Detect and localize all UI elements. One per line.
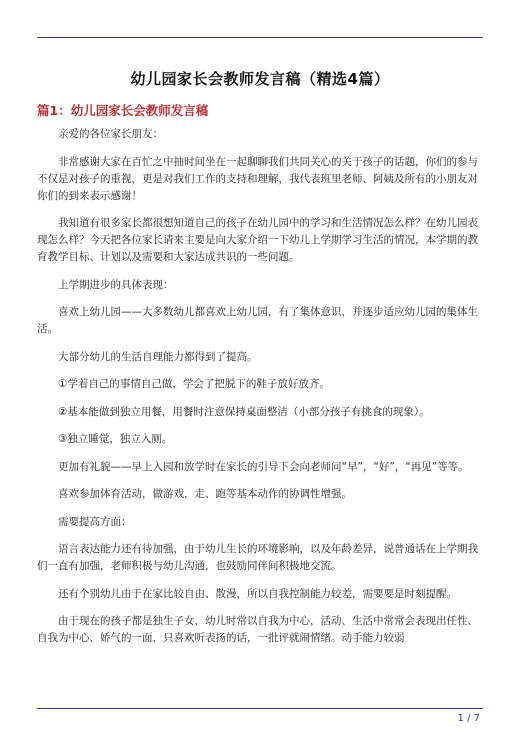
paragraph: 由于现在的孩子都是独生子女，幼儿时常以自我为中心，活动、生活中常常会表现出任性、自我为中心、娇气的一面，只喜欢听表扬的话，一批评就闹情绪。动手能力较弱 — [37, 615, 478, 644]
document-body — [37, 126, 483, 658]
paragraph: 亲爱的各位家长朋友： — [58, 128, 163, 140]
section-title: 篇1：幼儿园家长会教师发言稿 — [37, 103, 209, 118]
paragraph: 语言表达能力还有待加强，由于幼儿生长的环境影响，以及年龄差异，说普通话在上学期我们一直有加强，老师积极与幼儿沟通，也鼓励同伴间积极地交流。 — [37, 543, 478, 572]
paragraph: 喜欢上幼儿园——大多数幼儿都喜欢上幼儿园，有了集体意识，并逐步适应幼儿园的集体生活。 — [37, 306, 478, 335]
document-title: 幼儿园家长会教师发言稿（精选4篇） — [130, 70, 390, 88]
paragraph: 非常感谢大家在百忙之中抽时间坐在一起聊聊我们共同关心的关于孩子的话题，你们的参与不仅是对孩子的重视，更是对我们工作的支持和理解，我代表班里老师、阿姨及所有的小朋友对你们的到来表示感谢！ — [37, 155, 478, 202]
paragraph: 需要提高方面： — [58, 515, 132, 528]
paragraph: 更加有礼貌——早上入园和放学时在家长的引导下会向老师问“早”，“好”，“再见”等等。 — [58, 460, 469, 473]
paragraph: 喜欢参加体育活动，做游戏，走、跑等基本动作的协调性增强。 — [58, 488, 352, 500]
paragraph: 我知道有很多家长都很想知道自己的孩子在幼儿园中的学习和生活情况怎么样？在幼儿园表现怎么样？今天把各位家长请来主要是向大家介绍一下幼儿上学期学习生活的情况，本学期的教育教学目标、计划以及需要和大家达成共识的一些问题。 — [37, 217, 478, 263]
header-rule — [37, 37, 483, 38]
page-number: 1 / 7 — [457, 713, 480, 724]
paragraph: 上学期进步的具体表现： — [58, 278, 174, 291]
footer-rule — [37, 708, 483, 709]
paragraph: 大部分幼儿的生活自理能力都得到了提高。 — [58, 350, 258, 363]
paragraph: ②基本能做到独立用餐，用餐时注意保持桌面整洁（小部分孩子有挑食的现象）。 — [58, 405, 430, 418]
paragraph: ③独立睡觉，独立入厕。 — [58, 433, 173, 445]
paragraph: 还有个别幼儿由于在家比较自由、散漫，所以自我控制能力较差，需要要是时刻提醒。 — [58, 587, 457, 600]
paragraph: ①学着自己的事情自己做，学会了把脱下的鞋子放好放齐。 — [58, 378, 330, 390]
